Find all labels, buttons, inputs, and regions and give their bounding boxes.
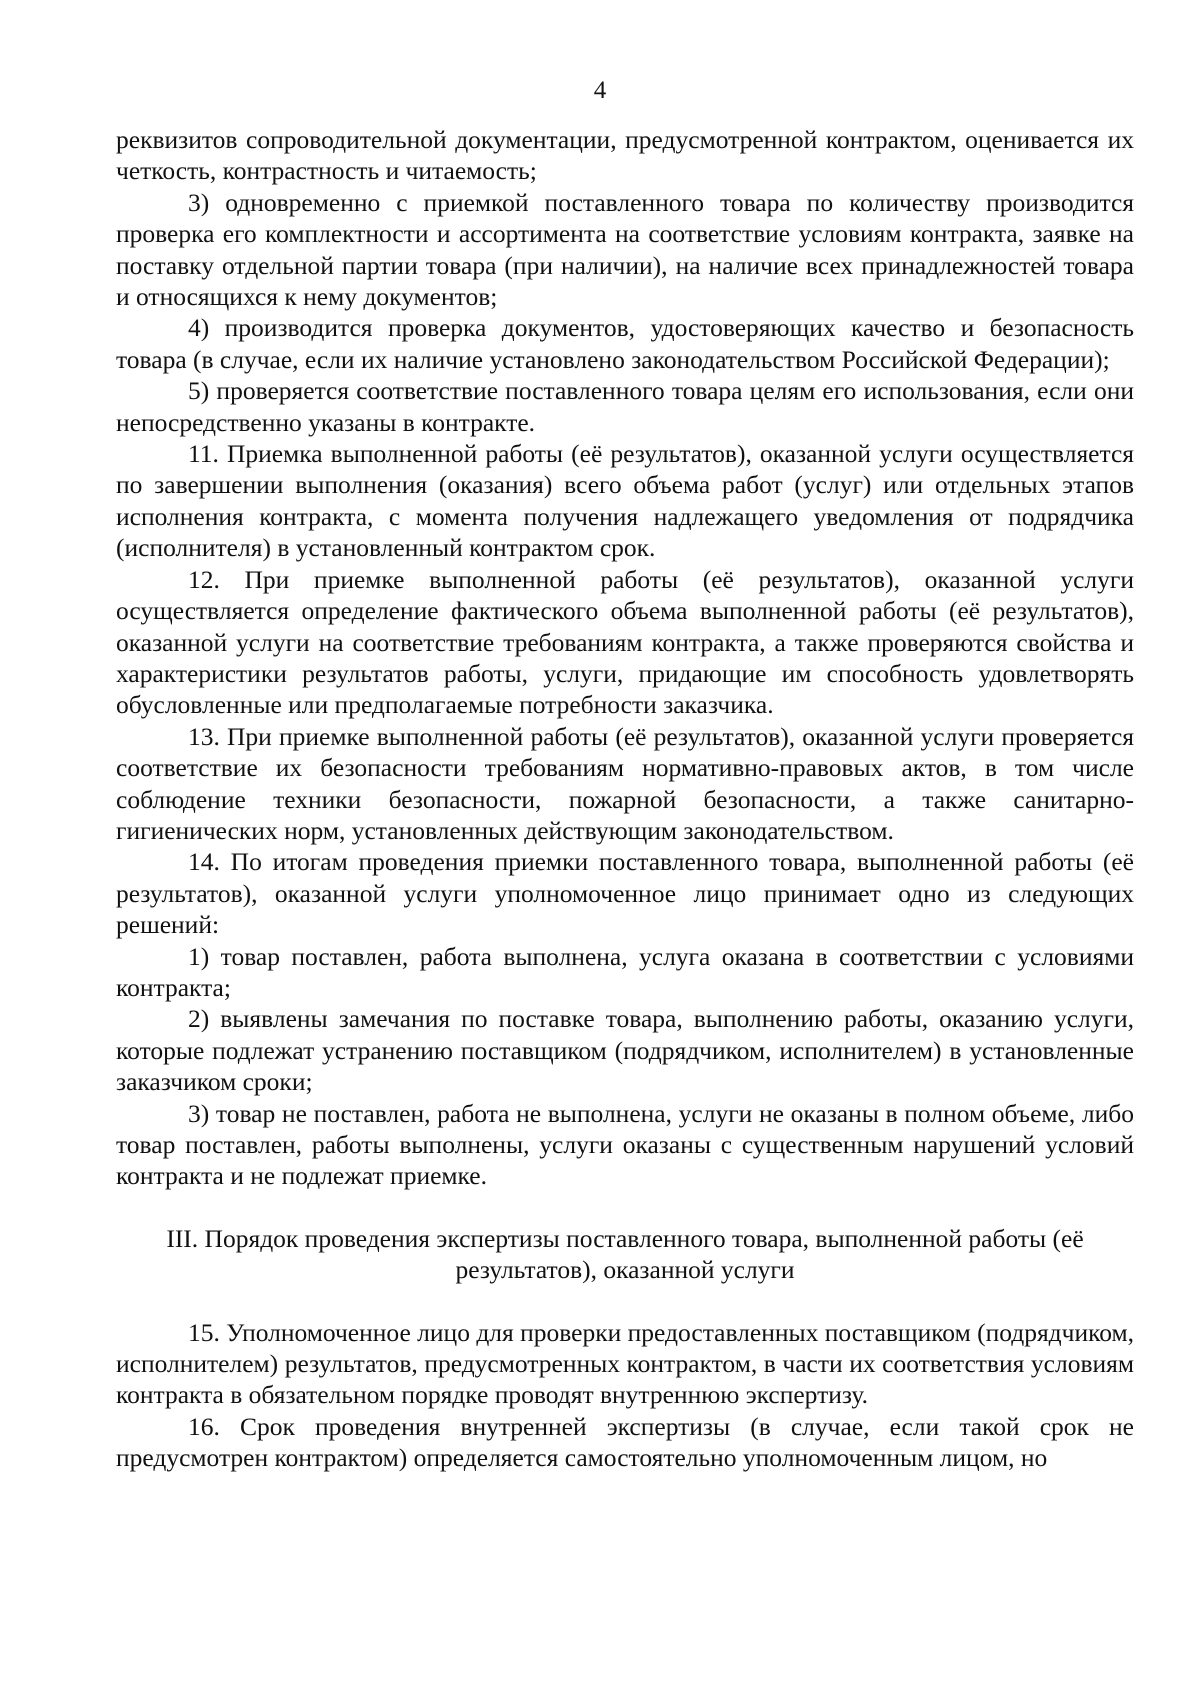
paragraph-decision-1: 1) товар поставлен, работа выполнена, услуга оказана в соответствии с условиями контракта; <box>116 941 1134 1002</box>
paragraph-item-3: 3) одновременно с приемкой поставленного товара по количеству производится проверка его комплектности и ассортимента на соответствие условиям контракта, заявке на поставку отдельной партии товара (при наличии), на наличие всех принадлежностей товара и относящихся к нему документов; <box>116 187 1134 312</box>
paragraph-item-5: 5) проверяется соответствие поставленного товара целям его использования, если они непосредственно указаны в контракте. <box>116 376 1134 437</box>
paragraph-continuation: реквизитов сопроводительной документации, предусмотренной контрактом, оценивается их четкость, контрастность и читаемость; <box>116 125 1134 186</box>
paragraph-decision-3: 3) товар не поставлен, работа не выполнена, услуги не оказаны в полном объеме, либо товар поставлен, работы выполнены, услуги оказаны с существенным нарушений условий контракта и не подлежат приемке. <box>116 1098 1134 1191</box>
paragraph-clause-14: 14. По итогам проведения приемки поставленного товара, выполненной работы (её результатов), оказанной услуги уполномоченное лицо принимает одно из следующих решений: <box>116 847 1134 940</box>
paragraph-clause-16: 16. Срок проведения внутренней экспертизы (в случае, если такой срок не предусмотрен контрактом) определяется самостоятельно уполномоченным лицом, но <box>116 1411 1134 1473</box>
paragraph-decision-2: 2) выявлены замечания по поставке товара, выполнению работы, оказанию услуги, которые подлежат устранению поставщиком (подрядчиком, исполнителем) в установленные заказчиком сроки; <box>116 1004 1134 1097</box>
document-body <box>116 124 1134 1474</box>
paragraph-item-4: 4) производится проверка документов, удостоверяющих качество и безопасность товара (в случае, если их наличие установлено законодательством Российской Федерации); <box>116 313 1134 374</box>
paragraph-clause-13: 13. При приемке выполненной работы (её результатов), оказанной услуги проверяется соответствие их безопасности требованиям нормативно-правовых актов, в том числе соблюдение техники безопасности, пожарной безопасности, а также санитарно-гигиенических норм, установленных действующим законодательством. <box>116 721 1134 845</box>
paragraph-clause-12: 12. При приемке выполненной работы (её результатов), оказанной услуги осуществляется определение фактического объема выполненной работы (её результатов), оказанной услуги на соответствие требованиям контракта, а также проверяются свойства и характеристики результатов работы, услуги, придающие им способность удовлетворять обусловленные или предполагаемые потребности заказчика. <box>116 564 1134 720</box>
paragraph-clause-11: 11. Приемка выполненной работы (её результатов), оказанной услуги осуществляется по завершении выполнения (оказания) всего объема работ (услуг) или отдельных этапов исполнения контракта, с момента получения надлежащего уведомления от подрядчика (исполнителя) в установленный контрактом срок. <box>116 439 1134 563</box>
page-number: 4 <box>593 77 607 104</box>
paragraph-clause-15: 15. Уполномоченное лицо для проверки предоставленных поставщиком (подрядчиком, исполнителем) результатов, предусмотренных контрактом, в части их соответствия условиям контракта в обязательном порядке проводят внутреннюю экспертизу. <box>116 1317 1135 1410</box>
section-heading: III. Порядок проведения экспертизы поставленного товара, выполненной работы (её результатов), оказанной услуги <box>166 1223 1084 1285</box>
